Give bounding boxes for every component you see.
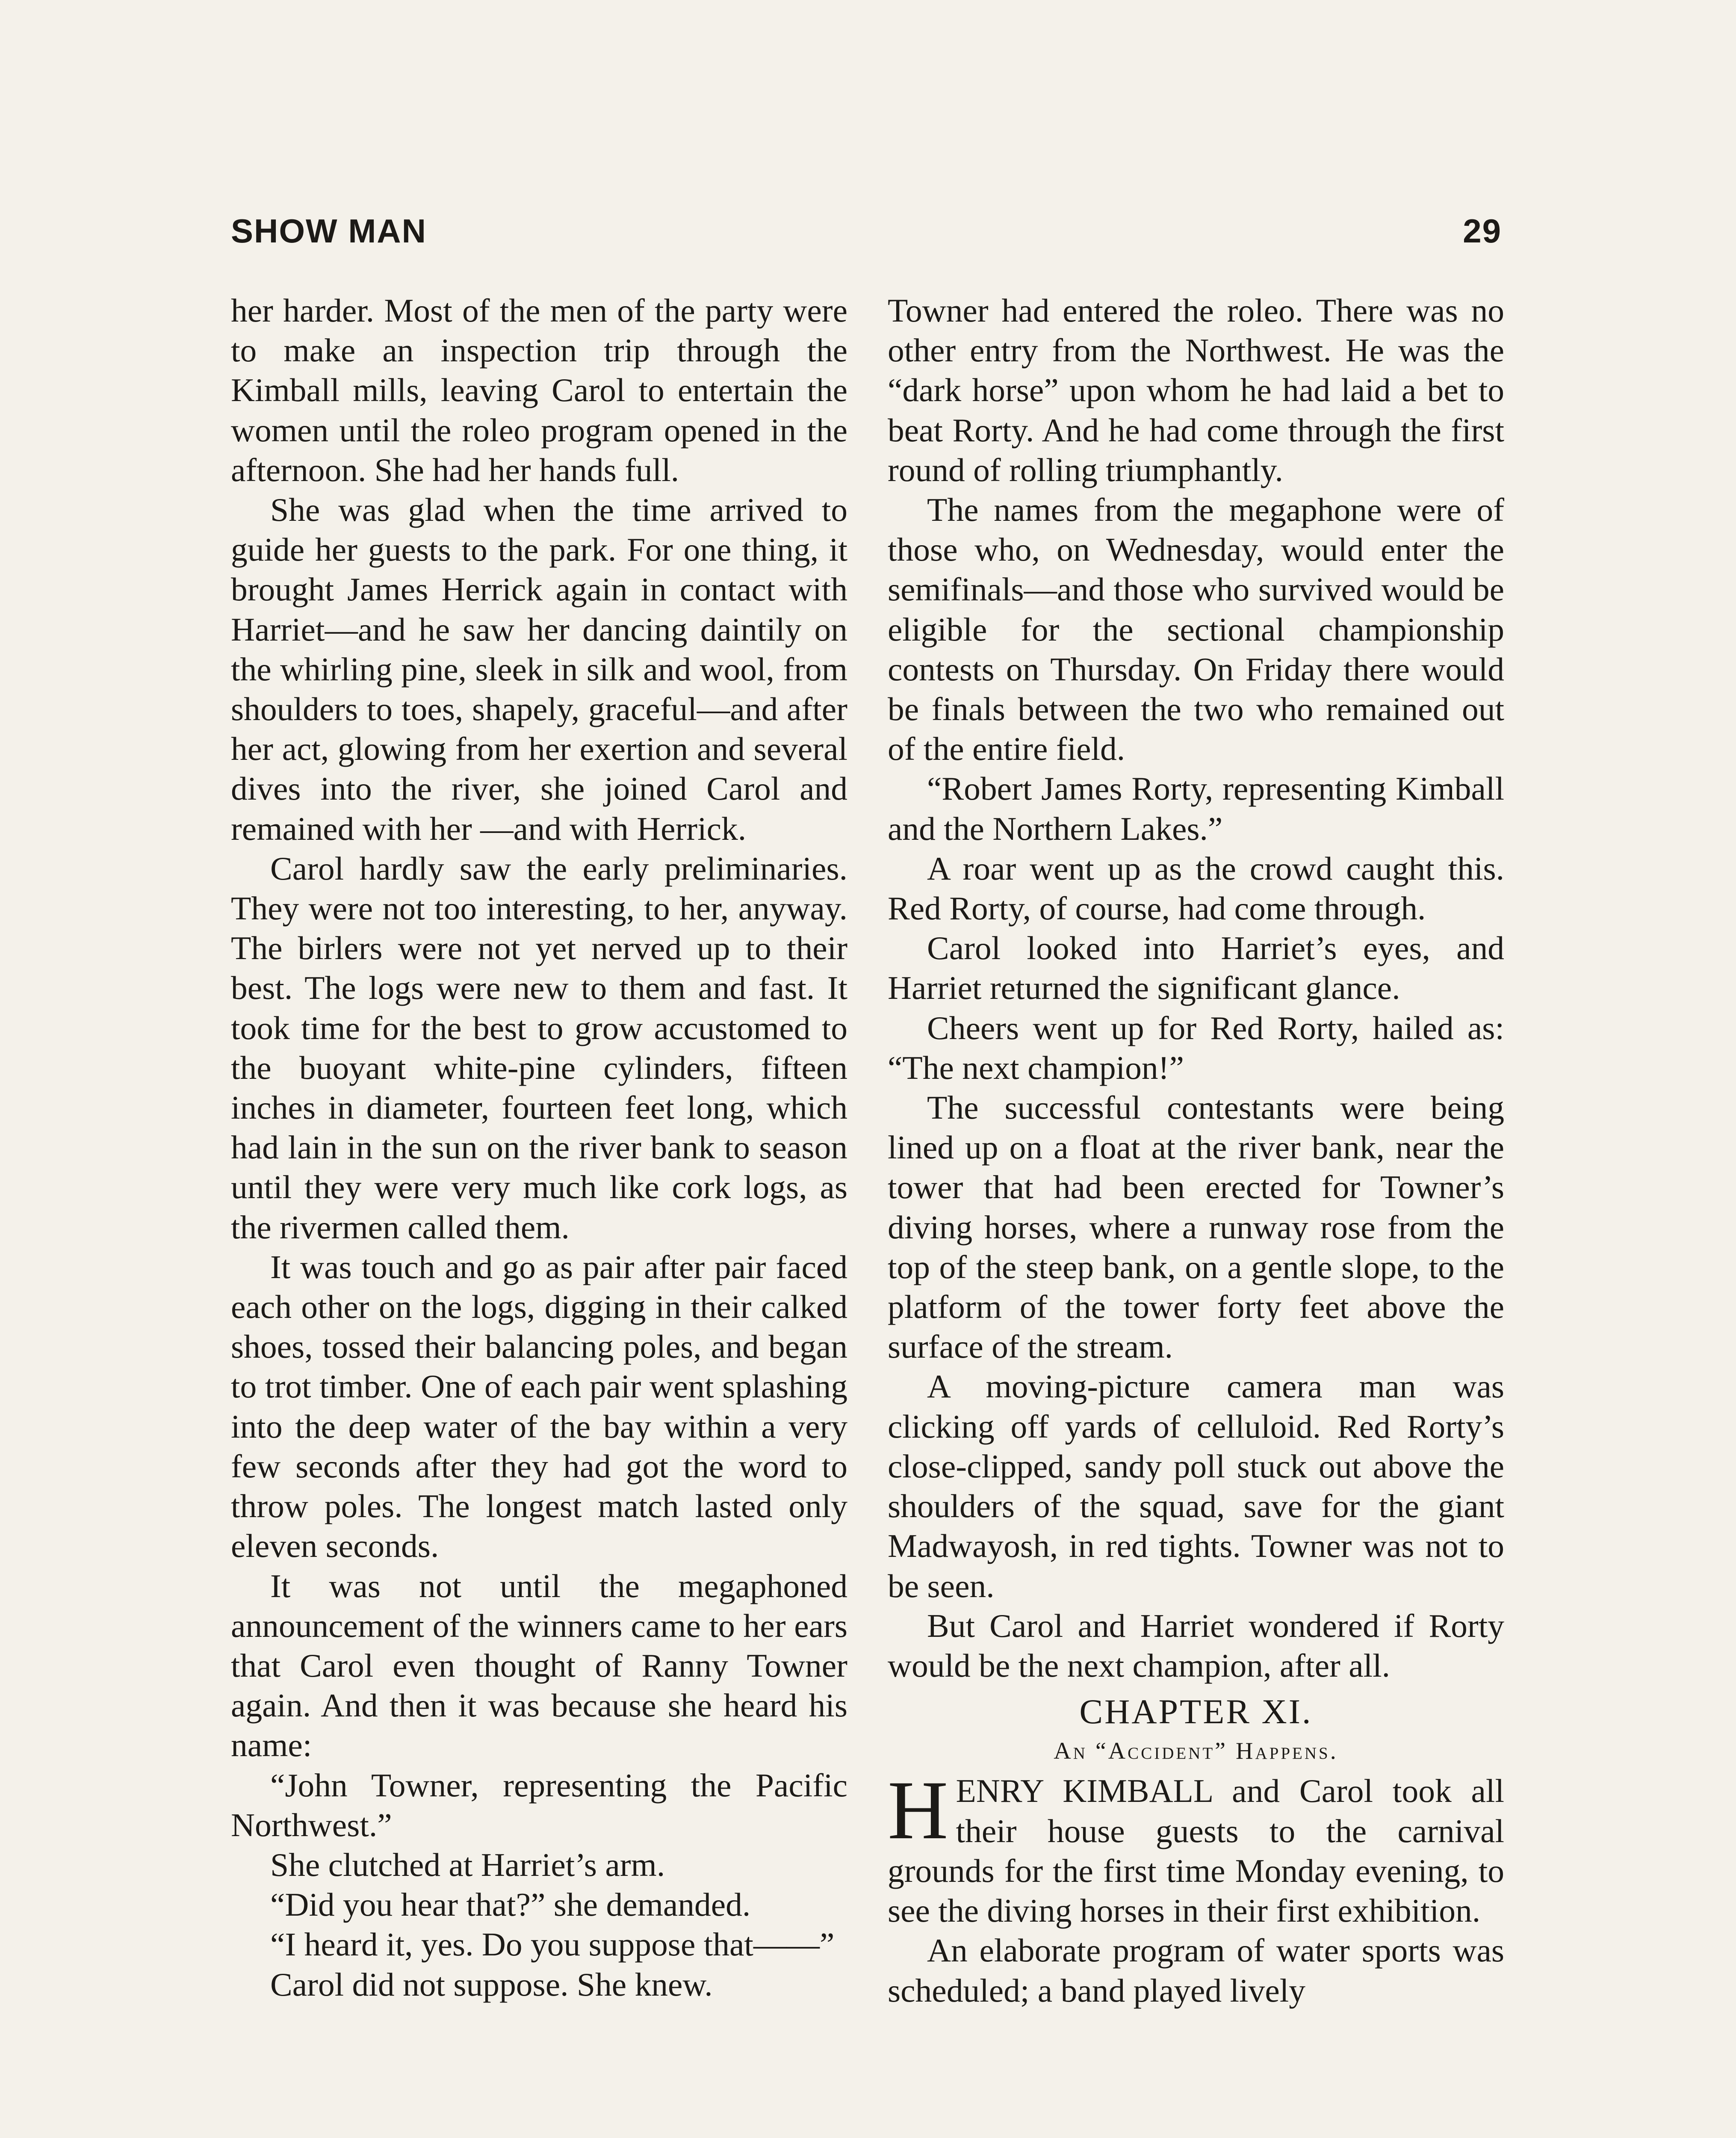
paragraph: her harder. Most of the men of the party were to make an inspection trip through the Kimball mills, leaving Carol to entertain the women until the roleo program opened in the afternoon. She had her hands full. [231,292,847,488]
running-head [231,212,1502,259]
paragraph: She clutched at Harriet’s arm. [270,1846,665,1883]
left-column [231,291,847,2005]
paragraph: “Did you hear that?” she demanded. [270,1886,751,1923]
paragraph: Carol did not suppose. She knew. [270,1966,713,2003]
running-title: SHOW MAN [231,212,427,250]
paragraph: It was touch and go as pair after pair faced each other on the logs, digging in their calked shoes, tossed their balancing poles, and began to trot timber. One of each pair went splashing into the deep water of the bay within a very few seconds after they had got the word to throw poles. The longest match lasted only eleven seconds. [231,1248,847,1565]
paragraph: Towner had entered the roleo. There was no other entry from the Northwest. He was the “dark horse” upon whom he had laid a bet to beat Rorty. And he had come through the first round of rolling triumphantly. [888,292,1504,488]
paragraph: A moving-picture camera man was clicking off yards of celluloid. Red Rorty’s close-clipped, sandy poll stuck out above the shoulders of the squad, save for the giant Madwayosh, in red tights. Towner was not to be seen. [888,1368,1504,1604]
paragraph: The successful contestants were being lined up on a float at the river bank, near the tower that had been erected for Towner’s diving horses, where a runway rose from the top of the steep bank, on a gentle slope, to the platform of the tower forty feet above the surface of the stream. [888,1089,1504,1365]
paragraph: She was glad when the time arrived to guide her guests to the park. For one thing, it brought James Herrick again in contact with Harriet—and he saw her dancing daintily on the whirling pine, sleek in silk and wool, from shoulders to toes, shapely, graceful—and after her act, glowing from her exertion and several dives into the river, she joined Carol and remained with her —and with Herrick. [231,491,847,847]
chapter-subtitle: An “Accident” Happens. [1054,1738,1338,1765]
paragraph: A roar went up as the crowd caught this. Red Rorty, of course, had come through. [888,850,1504,927]
paragraph-text: ENRY KIMBALL and Carol took all their house guests to the carnival grounds for the first time Monday evening, to see the diving horses in their first exhibition. [888,1772,1504,1929]
chapter-opening-paragraph [888,1764,1504,1931]
drop-cap: H [888,1764,948,1857]
paragraph: It was not until the megaphoned announcement of the winners came to her ears that Carol even thought of Ranny Towner again. And then it was because she heard his name: [231,1567,847,1764]
paragraph: Carol hardly saw the early preliminaries. They were not too interesting, to her, anyway. The birlers were not yet nerved up to their best. The logs were new to them and fast. It took time for the best to grow accustomed to the buoyant white-pine cylinders, fifteen inches in diameter, fourteen feet long, which had lain in the sun on the river bank to season until they were very much like cork logs, as the rivermen called them. [231,850,847,1246]
paragraph: Cheers went up for Red Rorty, hailed as: “The next champion!” [888,1009,1504,1086]
paragraph: The names from the megaphone were of those who, on Wednesday, would enter the semifinals—and those who survived would be eligible for the sectional championship contests on Thursday. On Friday there would be finals between the two who remained out of the entire field. [888,491,1504,768]
paragraph: But Carol and Harriet wondered if Rorty would be the next champion, after all. [888,1607,1504,1684]
paragraph: An elaborate program of water sports was scheduled; a band played lively [888,1932,1504,2009]
chapter-heading: CHAPTER XI. [1079,1692,1313,1731]
paragraph: “John Towner, representing the Pacific Northwest.” [231,1766,847,1843]
paragraph: Carol looked into Harriet’s eyes, and Harriet returned the significant glance. [888,930,1504,1007]
paragraph: “Robert James Rorty, representing Kimball and the Northern Lakes.” [888,770,1504,847]
right-column [888,291,1504,2011]
paragraph: “I heard it, yes. Do you suppose that——” [270,1926,835,1963]
page-number: 29 [1463,212,1502,250]
